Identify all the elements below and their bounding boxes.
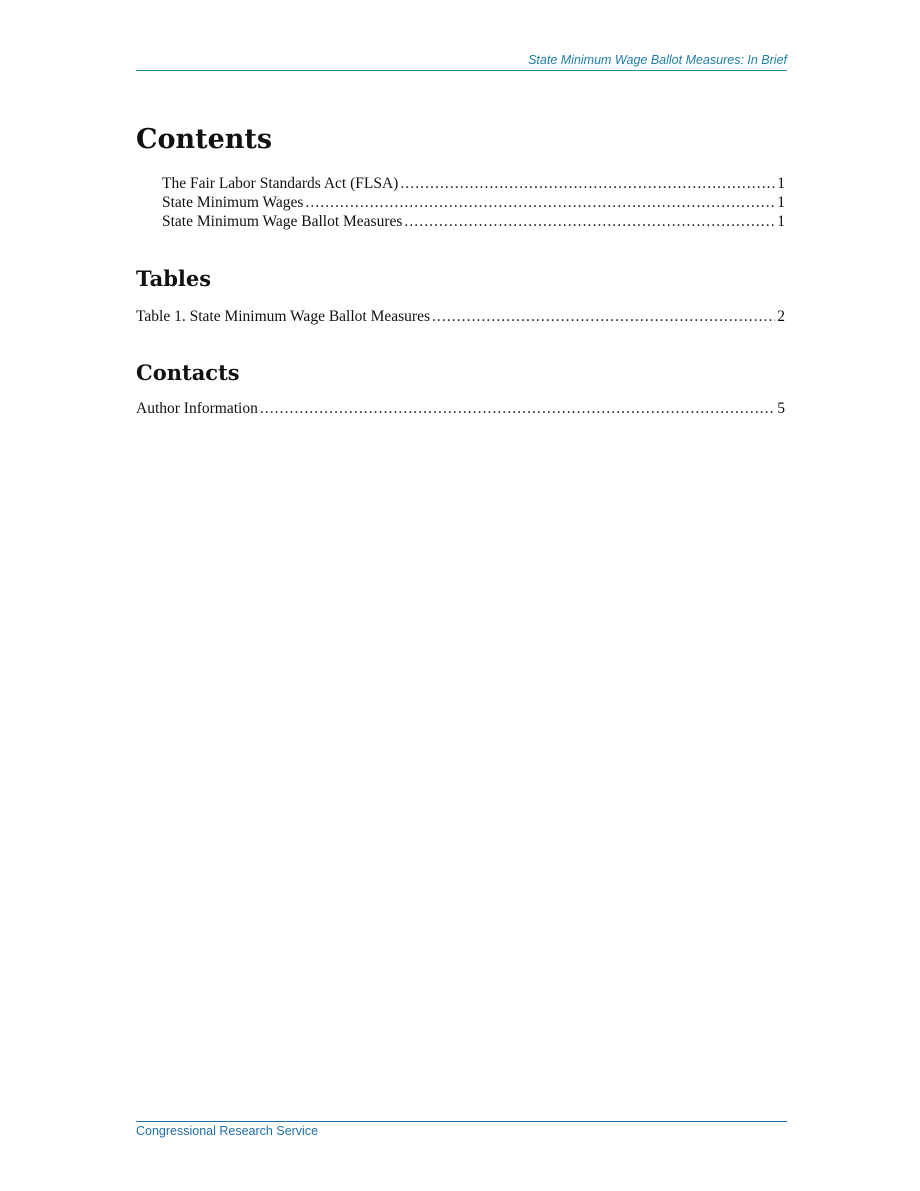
running-header — [136, 52, 787, 71]
toc-entry-label: Author Information — [136, 400, 258, 417]
toc-entry-page: 2 — [777, 308, 785, 325]
toc-entry-label: State Minimum Wage Ballot Measures — [162, 213, 403, 230]
toc-entry-label: The Fair Labor Standards Act (FLSA) — [162, 175, 399, 192]
dot-leader — [305, 193, 775, 212]
toc-entry-page: 5 — [777, 400, 785, 417]
contacts-heading: Contacts — [136, 360, 240, 385]
toc-entry-page: 1 — [777, 213, 785, 230]
toc-entry-page: 1 — [777, 175, 785, 192]
dot-leader — [260, 399, 775, 418]
toc-entry-label: State Minimum Wages — [162, 194, 304, 211]
page-footer — [136, 1121, 787, 1138]
toc-entry-label: Table 1. State Minimum Wage Ballot Measures — [136, 308, 430, 325]
tables-heading: Tables — [136, 266, 212, 291]
toc-entry-ballot-measures[interactable] — [162, 212, 785, 231]
contents-heading: Contents — [136, 124, 273, 155]
footer-organization: Congressional Research Service — [136, 1124, 319, 1138]
toc-entry-flsa[interactable] — [162, 174, 785, 193]
running-header-title: State Minimum Wage Ballot Measures: In Brief — [528, 53, 787, 67]
toc-entry-state-minimum-wages[interactable] — [162, 193, 785, 212]
dot-leader — [404, 212, 775, 231]
toc-entry-page: 1 — [777, 194, 785, 211]
toc-entry-table-1[interactable] — [136, 307, 785, 326]
dot-leader — [400, 174, 775, 193]
toc-entry-author-information[interactable] — [136, 399, 785, 418]
dot-leader — [432, 307, 775, 326]
